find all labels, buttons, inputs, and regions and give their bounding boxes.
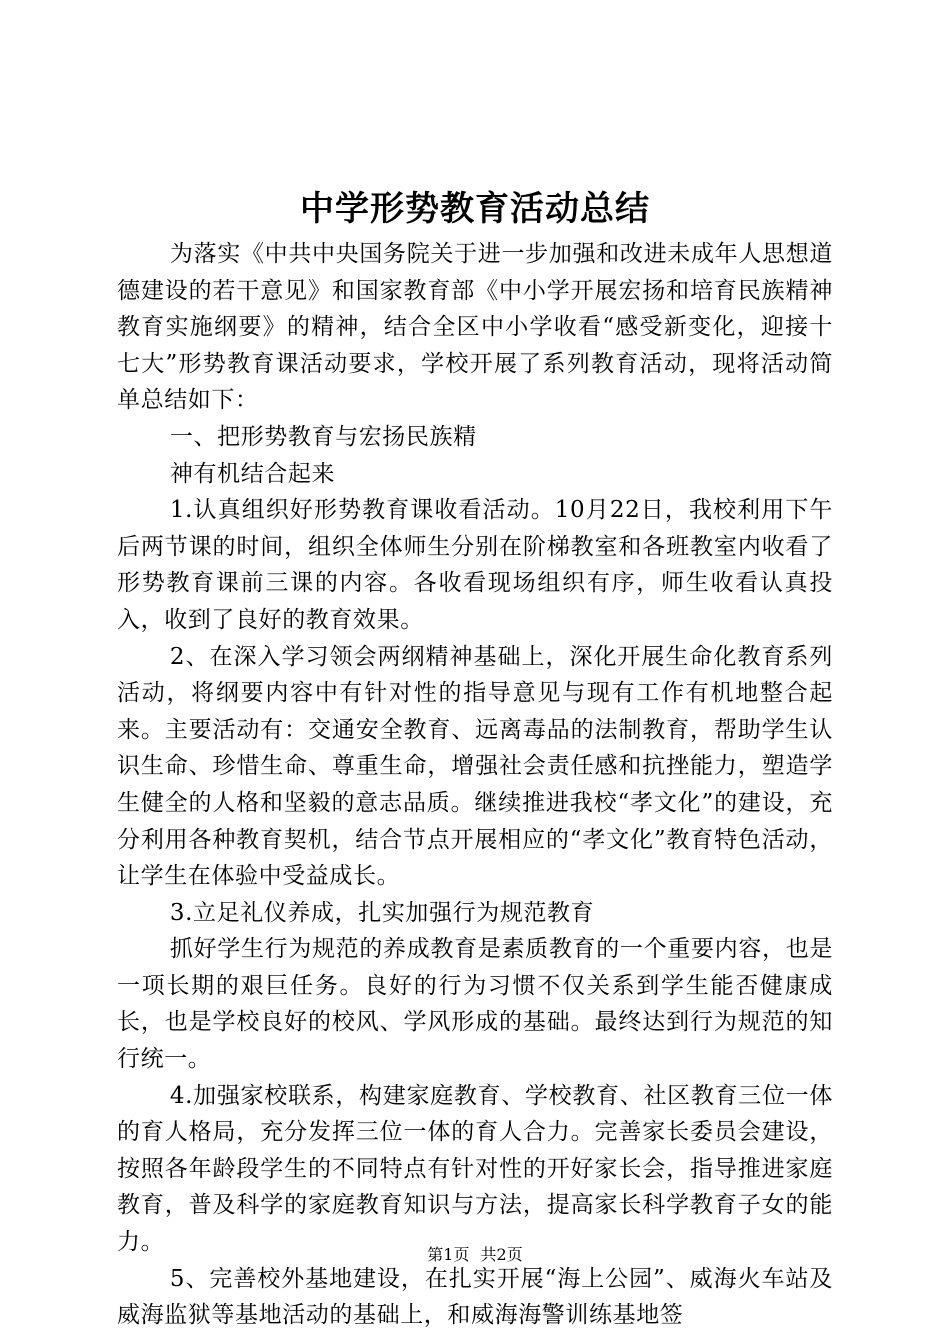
- document-body: [117, 236, 833, 1334]
- section-heading-1-part-2: 神有机结合起来: [169, 460, 336, 487]
- page-footer: 第1页 共2页: [427, 1245, 523, 1264]
- section-heading-1-part-1: 一、把形势教育与宏扬民族精: [169, 423, 477, 450]
- paragraph-item-3-heading: 3.立足礼仪养成，扎实加强行为规范教育: [169, 899, 595, 926]
- paragraph-item-4: 4.加强家校联系，构建家庭教育、学校教育、社区教育三位一体的育人格局，充分发挥三位一体的育人合力。完善家长委员会建设，按照各年龄段学生的不同特点有针对性的开好家长会，指导推进家庭教育，普及科学的家庭教育知识与方法，提高家长科学教育子女的能力。: [117, 1082, 833, 1256]
- paragraph-item-1: 1.认真组织好形势教育课收看活动。10月22日，我校利用下午后两节课的时间，组织全体师生分别在阶梯教室和各班教室内收看了形势教育课前三课的内容。各收看现场组织有序，师生收看认真投入，收到了良好的教育效果。: [117, 497, 833, 633]
- paragraph-item-5: 5、完善校外基地建设，在扎实开展“海上公园”、威海火车站及威海监狱等基地活动的基础上，和威海海警训练基地签: [117, 1265, 833, 1329]
- paragraph-intro: 为落实《中共中央国务院关于进一步加强和改进未成年人思想道德建设的若干意见》和国家教育部《中小学开展宏扬和培育民族精神教育实施纲要》的精神，结合全区中小学收看“感受新变化，迎接十七大”形势教育课活动要求，学校开展了系列教育活动，现将活动简单总结如下：: [117, 241, 833, 414]
- document-title: 中学形势教育活动总结: [300, 189, 650, 229]
- paragraph-behavior-education: 抓好学生行为规范的养成教育是素质教育的一个重要内容，也是一项长期的艰巨任务。良好的行为习惯不仅关系到学生能否健康成长，也是学校良好的校风、学风形成的基础。最终达到行为规范的知行统一。: [117, 936, 833, 1073]
- paragraph-item-2: 2、在深入学习领会两纲精神基础上，深化开展生命化教育系列活动，将纲要内容中有针对性的指导意见与现有工作有机地整合起来。主要活动有：交通安全教育、远离毒品的法制教育，帮助学生认识生命、珍惜生命、尊重生命，增强社会责任感和抗挫能力，塑造学生健全的人格和坚毅的意志品质。继续推进我校“孝文化”的建设，充分利用各种教育契机，结合节点开展相应的“孝文化”教育特色活动，让学生在体验中受益成长。: [117, 643, 833, 890]
